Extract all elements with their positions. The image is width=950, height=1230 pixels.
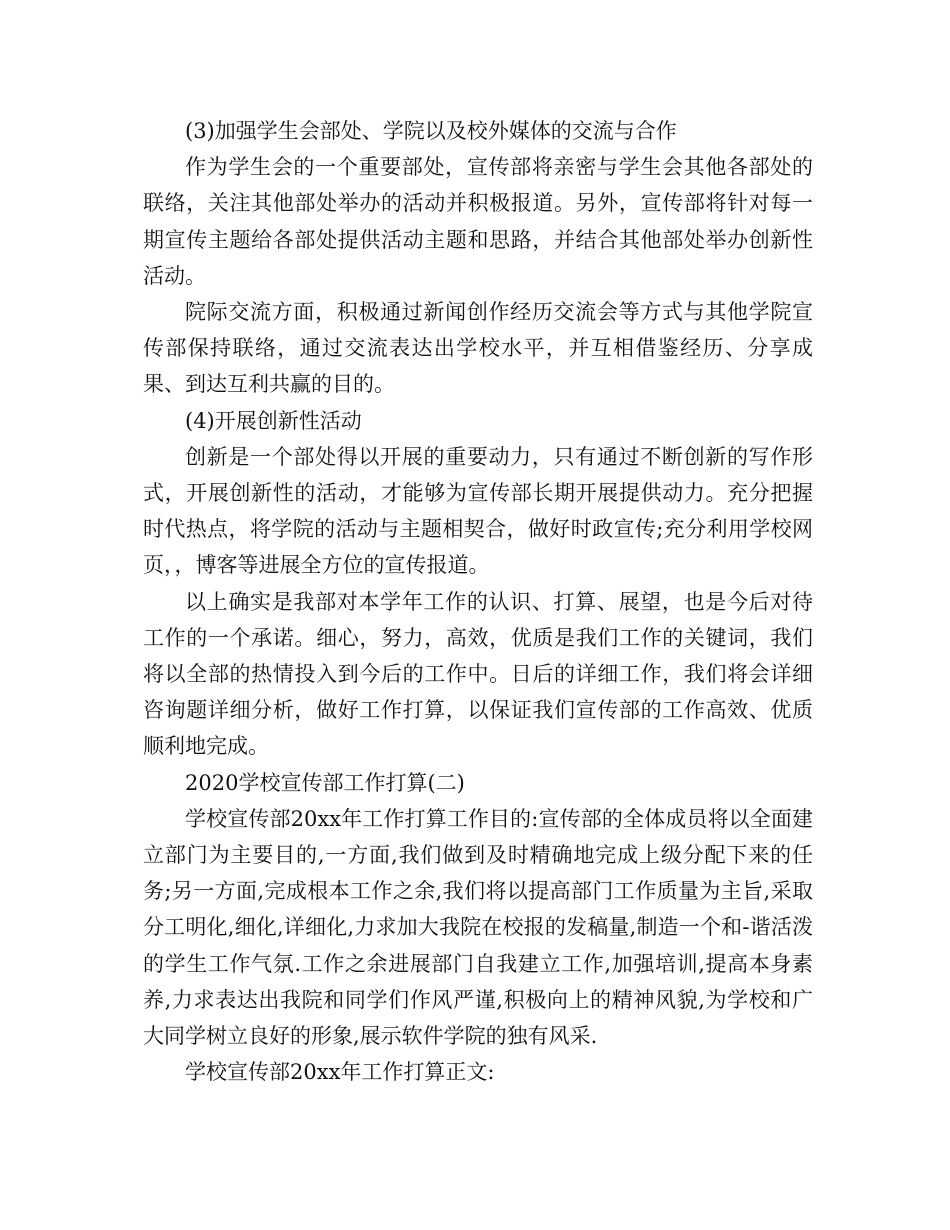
section-heading-plan-2: 2020学校宣传部工作打算(二) — [185, 770, 465, 795]
paragraph-innovation: 创新是一个部处得以开展的重要动力，只有通过不断创新的写作形式，开展创新性的活动，才能够为宣传部长期开展提供动力。充分把握时代热点，将学院的活动与主题相契合，做好时政宣传;充分利用学校网页，，博客等进展全方位的宣传报道。 — [143, 444, 813, 578]
paragraph-inter-college-exchange: 院际交流方面，积极通过新闻创作经历交流会等方式与其他学院宣传部保持联络，通过交流表达出学校水平，并互相借鉴经历、分享成果、到达互利共赢的目的。 — [143, 300, 813, 397]
paragraph-work-goals: 学校宣传部20xx年工作打算工作目的:宣传部的全体成员将以全面建立部门为主要目的,一方面,我们做到及时精确地完成上级分配下来的任务;另一方面,完成根本工作之余,我们将以提高部门工作质量为主旨,采取分工明化,细化,详细化,力求加大我院在校报的发稿量,制造一个和-谐活泼的学生工作气氛.工作之余进展部门自我建立工作,加强培训,提高本身素养,力求表达出我院和同学们作风严谨,积极向上的精神风貌,为学校和广大同学树立良好的形象,展示软件学院的独有风采. — [143, 806, 813, 1049]
section-heading-main-text: 学校宣传部20xx年工作打算正文: — [185, 1060, 495, 1085]
section-heading-4: (4)开展创新性活动 — [185, 408, 362, 433]
paragraph-conclusion: 以上确实是我部对本学年工作的认识、打算、展望，也是今后对待工作的一个承诺。细心，努力，高效，优质是我们工作的关键词，我们将以全部的热情投入到今后的工作中。日后的详细工作，我们将会详细咨询题详细分析，做好工作打算，以保证我们宣传部的工作高效、优质顺利地完成。 — [143, 589, 813, 759]
paragraph-department-cooperation: 作为学生会的一个重要部处，宣传部将亲密与学生会其他各部处的联络，关注其他部处举办的活动并积极报道。另外，宣传部将针对每一期宣传主题给各部处提供活动主题和思路，并结合其他部处举办创新性活动。 — [143, 155, 813, 288]
section-heading-3: (3)加强学生会部处、学院以及校外媒体的交流与合作 — [185, 119, 677, 143]
document-body — [143, 113, 813, 1090]
